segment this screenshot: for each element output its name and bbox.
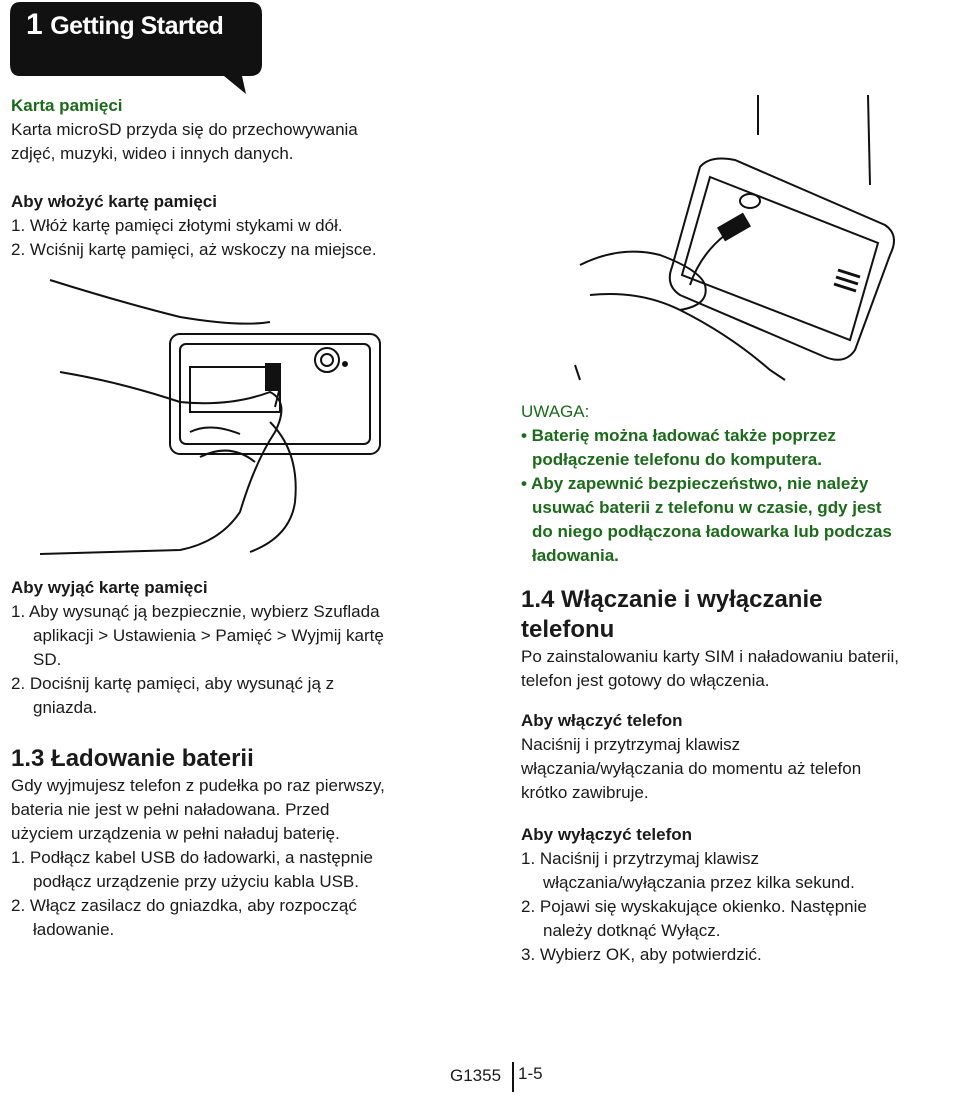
power-off-step-cont: włączania/wyłączania przez kilka sekund. <box>543 873 855 892</box>
chapter-heading: Getting Started <box>50 12 224 40</box>
insert-card-heading: Aby włożyć kartę pamięci <box>11 192 217 211</box>
charging-illustration <box>560 95 915 385</box>
remove-step: 1. Aby wysunąć ją bezpiecznie, wybierz Szuflada <box>11 602 380 621</box>
power-on-text: włączania/wyłączania do momentu aż telefon <box>521 759 862 778</box>
footer-divider <box>512 1062 514 1092</box>
power-off-step: 3. Wybierz OK, aby potwierdzić. <box>521 945 762 964</box>
charging-heading: 1.3 Ładowanie baterii <box>11 745 254 772</box>
memory-card-intro-line: Karta microSD przyda się do przechowywania <box>11 120 358 139</box>
power-section <box>521 585 956 967</box>
insert-step: 1. Włóż kartę pamięci złotymi stykami w dół. <box>11 216 343 235</box>
power-on-text: Naciśnij i przytrzymaj klawisz <box>521 735 741 754</box>
note-bullet-cont: usuwać baterii z telefonu w czasie, gdy jest <box>532 498 882 517</box>
charging-step-cont: podłącz urządzenie przy użyciu kabla USB. <box>33 872 359 891</box>
note-label: UWAGA: <box>521 402 590 421</box>
chapter-number: 1 <box>26 8 43 41</box>
charging-paragraph: bateria nie jest w pełni naładowana. Przed <box>11 800 330 819</box>
note-bullet-cont: ładowania. <box>532 546 619 565</box>
charging-paragraph: użyciem urządzenia w pełni naładuj baterię. <box>11 824 340 843</box>
charging-step-cont: ładowanie. <box>33 920 115 939</box>
power-off-heading: Aby wyłączyć telefon <box>521 825 693 844</box>
charging-paragraph: Gdy wyjmujesz telefon z pudełka po raz pierwszy, <box>11 776 385 795</box>
remove-step-cont: gniazda. <box>33 698 98 717</box>
remove-card-heading: Aby wyjąć kartę pamięci <box>11 578 208 597</box>
memory-card-heading: Karta pamięci <box>11 96 123 115</box>
power-intro: telefon jest gotowy do włączenia. <box>521 671 770 690</box>
note-bullet-cont: podłączenie telefonu do komputera. <box>532 450 822 469</box>
note-bullet-cont: do niego podłączona ładowarka lub podczas <box>532 522 892 541</box>
power-off-step: 2. Pojawi się wyskakujące okienko. Następnie <box>521 897 867 916</box>
power-on-text: krótko zawibruje. <box>521 783 649 802</box>
power-intro: Po zainstalowaniu karty SIM i naładowaniu baterii, <box>521 647 899 666</box>
footer-model: G1355 <box>450 1066 502 1085</box>
note-bullet: • Baterię można ładować także poprzez <box>521 426 836 445</box>
power-heading-cont: telefonu <box>521 616 615 643</box>
charging-section <box>11 744 481 942</box>
chapter-title <box>26 8 223 42</box>
memory-card-intro-line: zdjęć, muzyki, wideo i innych danych. <box>11 144 294 163</box>
power-on-heading: Aby włączyć telefon <box>521 711 683 730</box>
insert-card-illustration <box>40 272 460 557</box>
power-heading: 1.4 Włączanie i wyłączanie <box>521 586 823 613</box>
note-box <box>521 400 951 568</box>
insert-step: 2. Wciśnij kartę pamięci, aż wskoczy na miejsce. <box>11 240 377 259</box>
memory-card-section <box>11 94 471 262</box>
footer-page-number: 1-5 <box>518 1064 543 1083</box>
note-bullet: • Aby zapewnić bezpieczeństwo, nie należy <box>521 474 869 493</box>
remove-step-cont: SD. <box>33 650 62 669</box>
power-off-step-cont: należy dotknąć Wyłącz. <box>543 921 721 940</box>
remove-step-cont: aplikacji > Ustawienia > Pamięć > Wyjmij kartę <box>33 626 384 645</box>
power-off-step: 1. Naciśnij i przytrzymaj klawisz <box>521 849 760 868</box>
remove-card-section <box>11 576 481 720</box>
remove-step: 2. Dociśnij kartę pamięci, aby wysunąć ją z <box>11 674 335 693</box>
charging-step: 1. Podłącz kabel USB do ładowarki, a następnie <box>11 848 373 867</box>
charging-step: 2. Włącz zasilacz do gniazdka, aby rozpocząć <box>11 896 357 915</box>
